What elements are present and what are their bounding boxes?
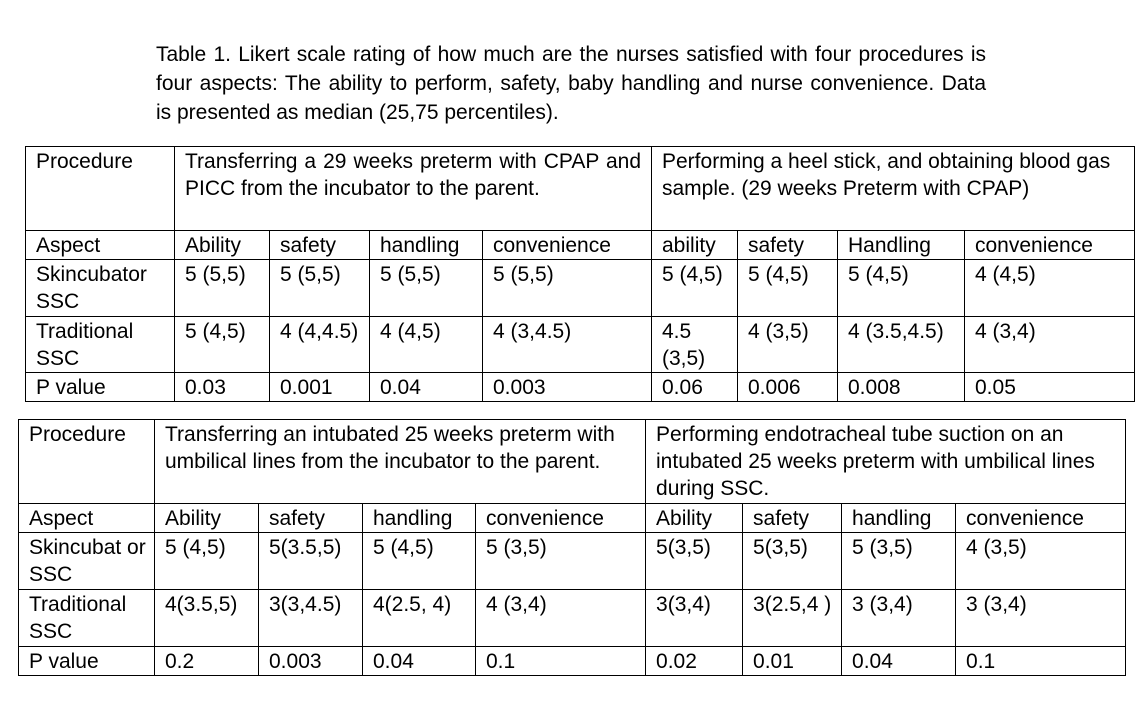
procedure-b: Performing a heel stick, and obtaining blood gas sample. (29 weeks Preterm with CPAP) xyxy=(652,147,1135,231)
table-cell: 0.04 xyxy=(370,373,483,402)
aspect-cell: Aspect xyxy=(26,231,175,260)
aspect-cell: convenience xyxy=(483,231,652,260)
table-cell: 3 (3,4) xyxy=(842,590,956,647)
table-cell: 0.2 xyxy=(155,647,259,676)
table-cell: 0.003 xyxy=(483,373,652,402)
aspect-cell: safety xyxy=(270,231,370,260)
aspect-cell: ability xyxy=(652,231,738,260)
table-cell: 4(2.5, 4) xyxy=(363,590,476,647)
procedure-a: Transferring an intubated 25 weeks preterm with umbilical lines from the incubator to the parent. xyxy=(155,420,646,504)
procedure-row xyxy=(26,147,1135,231)
table-cell: 0.1 xyxy=(476,647,646,676)
procedure-row xyxy=(19,420,1126,504)
table-cell: 0.003 xyxy=(259,647,363,676)
table-cell: 0.006 xyxy=(738,373,838,402)
table-caption: Table 1. Likert scale rating of how much are the nurses satisfied with four procedures is four aspects: The ability to perform, safety, baby handling and nurse convenience. Data is presented as median (25,75 percentiles). xyxy=(156,43,986,124)
table-cell: 4 (3,4.5) xyxy=(483,317,652,373)
row-label: P value xyxy=(19,647,155,676)
table-cell: 0.1 xyxy=(956,647,1126,676)
table-row xyxy=(19,590,1126,647)
table-cell: 0.008 xyxy=(838,373,965,402)
table-cell: 5 (4,5) xyxy=(155,533,259,590)
aspect-cell: Aspect xyxy=(19,504,155,533)
table-cell: 4 (3.5,4.5) xyxy=(838,317,965,373)
table-cell: 5 (4,5) xyxy=(838,260,965,317)
procedure-label: Procedure xyxy=(19,420,155,504)
aspect-cell: Ability xyxy=(175,231,270,260)
table-row xyxy=(26,373,1135,402)
table-cell: 5(3,5) xyxy=(646,533,743,590)
table-cell: 5 (5,5) xyxy=(483,260,652,317)
aspect-cell: Handling xyxy=(838,231,965,260)
row-label: Traditional SSC xyxy=(26,317,175,373)
table-cell: 5 (4,5) xyxy=(175,317,270,373)
aspect-row xyxy=(19,504,1126,533)
row-label: P value xyxy=(26,373,175,402)
aspect-cell: handling xyxy=(370,231,483,260)
row-label: Traditional SSC xyxy=(19,590,155,647)
table-cell: 4 (3,5) xyxy=(956,533,1126,590)
aspect-cell: convenience xyxy=(965,231,1135,260)
aspect-cell: convenience xyxy=(956,504,1126,533)
table-cell: 3 (3,4) xyxy=(956,590,1126,647)
procedure-a: Transferring a 29 weeks preterm with CPAP and PICC from the incubator to the parent. xyxy=(175,147,652,231)
table-cell: 4 (4,5) xyxy=(370,317,483,373)
aspect-cell: safety xyxy=(738,231,838,260)
table-cell: 5 (3,5) xyxy=(842,533,956,590)
aspect-cell: Ability xyxy=(646,504,743,533)
aspect-cell: Ability xyxy=(155,504,259,533)
aspect-cell: handling xyxy=(842,504,956,533)
table-cell: 3(2.5,4 ) xyxy=(743,590,842,647)
table-cell: 4 (4,4.5) xyxy=(270,317,370,373)
table-row xyxy=(19,533,1126,590)
table-cell: 5 (3,5) xyxy=(476,533,646,590)
table-cell: 0.06 xyxy=(652,373,738,402)
table-cell: 0.03 xyxy=(175,373,270,402)
table-cell: 5(3,5) xyxy=(743,533,842,590)
table-row xyxy=(19,647,1126,676)
table-29-weeks xyxy=(25,146,1135,402)
table-25-weeks xyxy=(18,419,1126,676)
table-cell: 0.04 xyxy=(842,647,956,676)
table-cell: 5 (4,5) xyxy=(363,533,476,590)
aspect-cell: safety xyxy=(259,504,363,533)
table-cell: 4.5 (3,5) xyxy=(652,317,738,373)
table-cell: 5 (4,5) xyxy=(738,260,838,317)
table-cell: 5(3.5,5) xyxy=(259,533,363,590)
table-cell: 3(3,4.5) xyxy=(259,590,363,647)
table-cell: 5 (5,5) xyxy=(270,260,370,317)
table-cell: 0.02 xyxy=(646,647,743,676)
table-cell: 0.001 xyxy=(270,373,370,402)
procedure-b: Performing endotracheal tube suction on an intubated 25 weeks preterm with umbilical lines during SSC. xyxy=(646,420,1126,504)
aspect-cell: handling xyxy=(363,504,476,533)
aspect-cell: convenience xyxy=(476,504,646,533)
table-cell: 0.05 xyxy=(965,373,1135,402)
table-row xyxy=(26,317,1135,373)
aspect-row xyxy=(26,231,1135,260)
row-label: Skincubat or SSC xyxy=(19,533,155,590)
table-cell: 4 (3,5) xyxy=(738,317,838,373)
procedure-label: Procedure xyxy=(26,147,175,231)
row-label: Skincubator SSC xyxy=(26,260,175,317)
table-cell: 5 (5,5) xyxy=(175,260,270,317)
table-cell: 4 (4,5) xyxy=(965,260,1135,317)
table-cell: 4 (3,4) xyxy=(476,590,646,647)
aspect-cell: safety xyxy=(743,504,842,533)
table-cell: 4 (3,4) xyxy=(965,317,1135,373)
table-cell: 5 (4,5) xyxy=(652,260,738,317)
table-cell: 4(3.5,5) xyxy=(155,590,259,647)
table-cell: 0.01 xyxy=(743,647,842,676)
table-cell: 3(3,4) xyxy=(646,590,743,647)
table-cell: 5 (5,5) xyxy=(370,260,483,317)
table-row xyxy=(26,260,1135,317)
table-cell: 0.04 xyxy=(363,647,476,676)
